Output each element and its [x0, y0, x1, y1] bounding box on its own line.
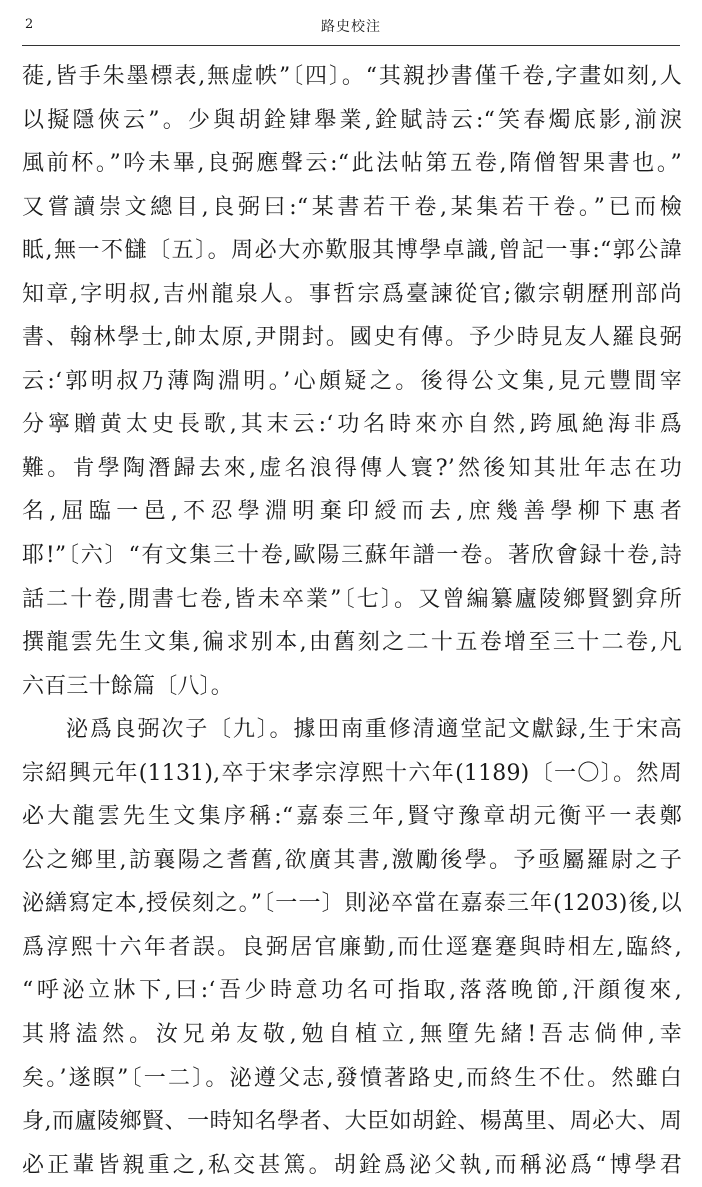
text-line: 名,屈臨一邑,不忍學淵明棄印綬而去,庶幾善學柳下惠者 — [22, 499, 682, 525]
text-line: “呼泌立牀下,曰:‘吾少時意功名可指取,落落晚節,汗顔復來, — [22, 978, 682, 1004]
page-header — [22, 0, 680, 46]
text-line: 撰龍雲先生文集,徧求别本,由舊刻之二十五卷增至三十二卷,凡 — [22, 630, 682, 656]
text-line: 必大龍雲先生文集序稱:“嘉泰三年,賢守豫章胡元衡平一表鄭 — [22, 804, 682, 830]
text-line: 又嘗讀崇文總目,良弼曰:“某書若干卷,某集若干卷。”已而檢 — [22, 194, 682, 220]
text-line: 分寧贈黄太史長歌,其末云:‘功名時來亦自然,跨風絶海非爲 — [22, 412, 682, 438]
text-line: 風前杯。”吟未畢,良弼應聲云:“此法帖第五卷,隋僧智果書也。” — [22, 151, 682, 177]
text-line: 矣。’遂瞑”〔一二〕。泌遵父志,發憤著路史,而終生不仕。然雖白 — [22, 1065, 682, 1091]
text-line: 泌爲良弼次子〔九〕。據田南重修清適堂記文獻録,生于宋高 — [66, 717, 682, 743]
text-line: 泌繕寫定本,授侯刻之。”〔一一〕則泌卒當在嘉泰三年(1203)後,以 — [22, 891, 682, 917]
text-line: 蓰,皆手朱墨標表,無虚帙”〔四〕。“其親抄書僅千卷,字畫如刻,人 — [22, 64, 682, 89]
page-number: 2 — [25, 17, 34, 32]
text-line: 其將溘然。汝兄弟友敬,勉自植立,無墮先緒!吾志倘伸,幸 — [22, 1022, 682, 1048]
text-line: 爲淳熙十六年者誤。良弼居官廉勤,而仕逕蹇蹇與時相左,臨終, — [22, 934, 682, 960]
body-text — [22, 55, 682, 1187]
text-line: 眡,無一不讎〔五〕。周必大亦歎服其博學卓識,曾記一事:“郭公諱 — [22, 238, 682, 264]
text-line: 難。肯學陶潛歸去來,虚名浪得傳人寰?’然後知其壯年志在功 — [22, 455, 682, 481]
text-line: 以擬隱俠云”。少與胡銓肄舉業,銓賦詩云:“笑春燭底影,湔淚 — [22, 107, 682, 133]
text-line: 知章,字明叔,吉州龍泉人。事哲宗爲臺諫從官;徽宗朝歷刑部尚 — [22, 281, 682, 307]
text-line: 必正輩皆親重之,私交甚篤。胡銓爲泌父執,而稱泌爲“博學君 — [22, 1152, 682, 1178]
text-line: 書、翰林學士,帥太原,尹開封。國史有傳。予少時見友人羅良弼 — [22, 325, 682, 351]
text-line: 身,而廬陵鄉賢、一時知名學者、大臣如胡銓、楊萬里、周必大、周 — [22, 1109, 682, 1135]
text-line: 六百三十餘篇〔八〕。 — [22, 673, 234, 699]
text-line: 話二十卷,閒書七卷,皆未卒業”〔七〕。又曾編纂廬陵鄉賢劉弇所 — [22, 586, 682, 612]
text-line: 云:‘郭明叔乃薄陶淵明。’心頗疑之。後得公文集,見元豐間宰 — [22, 368, 682, 394]
text-line: 公之鄉里,訪襄陽之耆舊,欲廣其書,激勵後學。予亟屬羅尉之子 — [22, 847, 682, 873]
text-line: 耶!”〔六〕“有文集三十卷,歐陽三蘇年譜一卷。著欣會録十卷,詩 — [22, 543, 682, 569]
text-line: 宗紹興元年(1131),卒于宋孝宗淳熙十六年(1189)〔一〇〕。然周 — [22, 760, 682, 786]
running-title: 路史校注 — [321, 19, 381, 35]
